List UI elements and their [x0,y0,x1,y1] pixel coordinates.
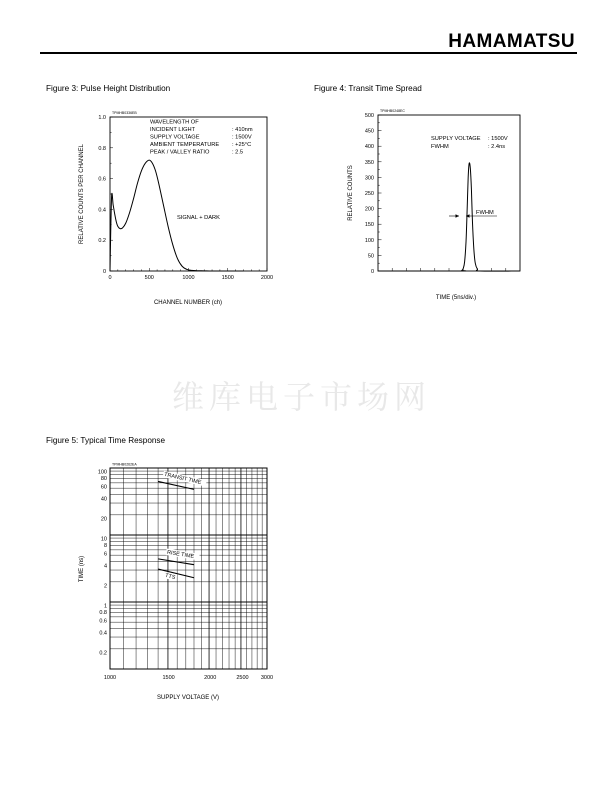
figure3-cond-label-2: SUPPLY VOLTAGE [150,134,200,141]
figure5-y-tick-labels [98,470,107,657]
figure3-cond-label-0: WAVELENGTH OF [150,119,199,126]
figure4-x-axis-label: TIME (5ns/div.) [435,295,477,301]
logo-text: HAMAMATSU [448,31,575,52]
figure5-series-label: RISE TIME [166,549,195,561]
figure5-y-tick-2: 0.6 [99,618,107,625]
figure5-code: TPMHB0262EA [112,462,137,467]
figure5-y-tick-10: 20 [100,516,107,523]
figure3-code: TPMHB0336EB [112,111,137,115]
figure5-x-tick-1: 1500 [162,675,175,681]
figure3-cond-value-4: : 2.5 [232,149,244,156]
figure5-series-label: TTS [164,572,176,582]
figure4-y-tick-7: 350 [364,159,374,166]
figure3-cond-value-2: : 1500V [232,134,252,141]
figure5-grid [110,468,267,669]
figure3-y-tick-1: 0.2 [98,238,106,245]
figure4-y-tick-9: 450 [364,128,374,135]
figure5-y-tick-12: 60 [100,484,107,491]
figure4-y-tick-6: 300 [364,175,374,182]
figure5-y-tick-4: 1 [103,603,107,610]
figure4-cond-label-1: FWHM [431,144,449,150]
figure5-y-tick-14: 100 [97,469,107,476]
figure4-y-axis-label: RELATIVE COUNTS [348,165,354,221]
figure5-x-tick-4: 3000 [260,675,274,681]
figure3-x-tick-3: 1500 [221,275,234,281]
figure3-y-tick-4: 0.8 [98,145,106,152]
figure4-caption: Figure 4: Transit Time Spread [314,84,422,93]
figure3-x-tick-2: 1000 [182,275,195,281]
figure3-cond-label-4: PEAK / VALLEY RATIO [150,149,210,156]
figure3-x-axis-label: CHANNEL NUMBER (ch) [153,300,223,306]
figure3-y-axis-label: RELATIVE COUNTS PER CHANNEL [79,144,85,244]
figure3-series-label: SIGNAL + DARK [177,215,220,221]
figure5-y-axis-label: TIME (ns) [79,555,85,583]
figure4-y-tick-10: 500 [364,113,374,119]
figure5-x-tick-3: 2500 [236,675,249,681]
figure5-series [158,471,207,581]
figure3-x-tick-4: 2000 [260,275,274,281]
figure3-caption: Figure 3: Pulse Height Distribution [46,84,171,93]
figure5-y-tick-1: 0.4 [99,630,107,637]
figure5-y-tick-8: 8 [103,543,107,550]
watermark-text: 维库电子市场网 [172,378,432,416]
figure5-y-tick-9: 10 [100,536,107,543]
figure4-y-tick-0: 0 [370,269,374,275]
figure5-plot-frame [110,468,267,669]
figure4-y-tick-2: 100 [364,237,374,244]
figure4-fwhm-label: FWHM [476,210,494,216]
figure5-y-tick-3: 0.8 [99,610,107,617]
figure5-y-tick-7: 6 [103,551,107,558]
figure4-cond-value-0: : 1500V [488,136,508,142]
figure4-code: TPMHB0248EC [380,109,405,113]
figure5-x-axis-label: SUPPLY VOLTAGE (V) [157,695,219,701]
figure4-y-tick-3: 150 [364,222,374,229]
figure3-y-tick-2: 0.4 [98,207,106,214]
figure3-cond-label-1: INCIDENT LIGHT [150,127,196,133]
figure5-caption: Figure 5: Typical Time Response [46,436,166,445]
figure4-y-tick-4: 200 [364,206,374,213]
figure5-y-tick-6: 4 [103,563,107,570]
figure5-x-tick-0: 1000 [103,675,117,681]
figure5-x-tick-labels [104,675,273,681]
figure3-x-tick-1: 500 [144,275,154,281]
figure5-y-tick-0: 0.2 [99,650,107,657]
figure3-cond-label-3: AMBIENT TEMPERATURE [150,142,220,148]
figure5-y-tick-5: 2 [103,583,107,590]
figure4-y-tick-1: 50 [367,253,374,260]
figure4-cond-label-0: SUPPLY VOLTAGE [431,136,481,142]
figure3-y-tick-5: 1.0 [98,115,106,121]
figure3-x-tick-0: 0 [108,275,112,281]
figure3-cond-value-1: : 410nm [232,127,253,133]
figure5-y-tick-13: 80 [100,476,107,483]
figure4-y-tick-5: 250 [364,191,374,197]
figure4-y-tick-8: 400 [364,144,374,151]
figure4-cond-value-1: : 2.4ns [488,144,506,150]
figure5-y-tick-11: 40 [100,496,107,503]
figure3-cond-value-3: : +25°C [232,142,252,148]
figure5-series-label: TRANSIT TIME [163,471,202,486]
figure5-x-tick-2: 2000 [204,675,217,681]
figure3-y-tick-3: 0.6 [98,176,106,183]
figure3-y-tick-0: 0 [102,269,106,275]
